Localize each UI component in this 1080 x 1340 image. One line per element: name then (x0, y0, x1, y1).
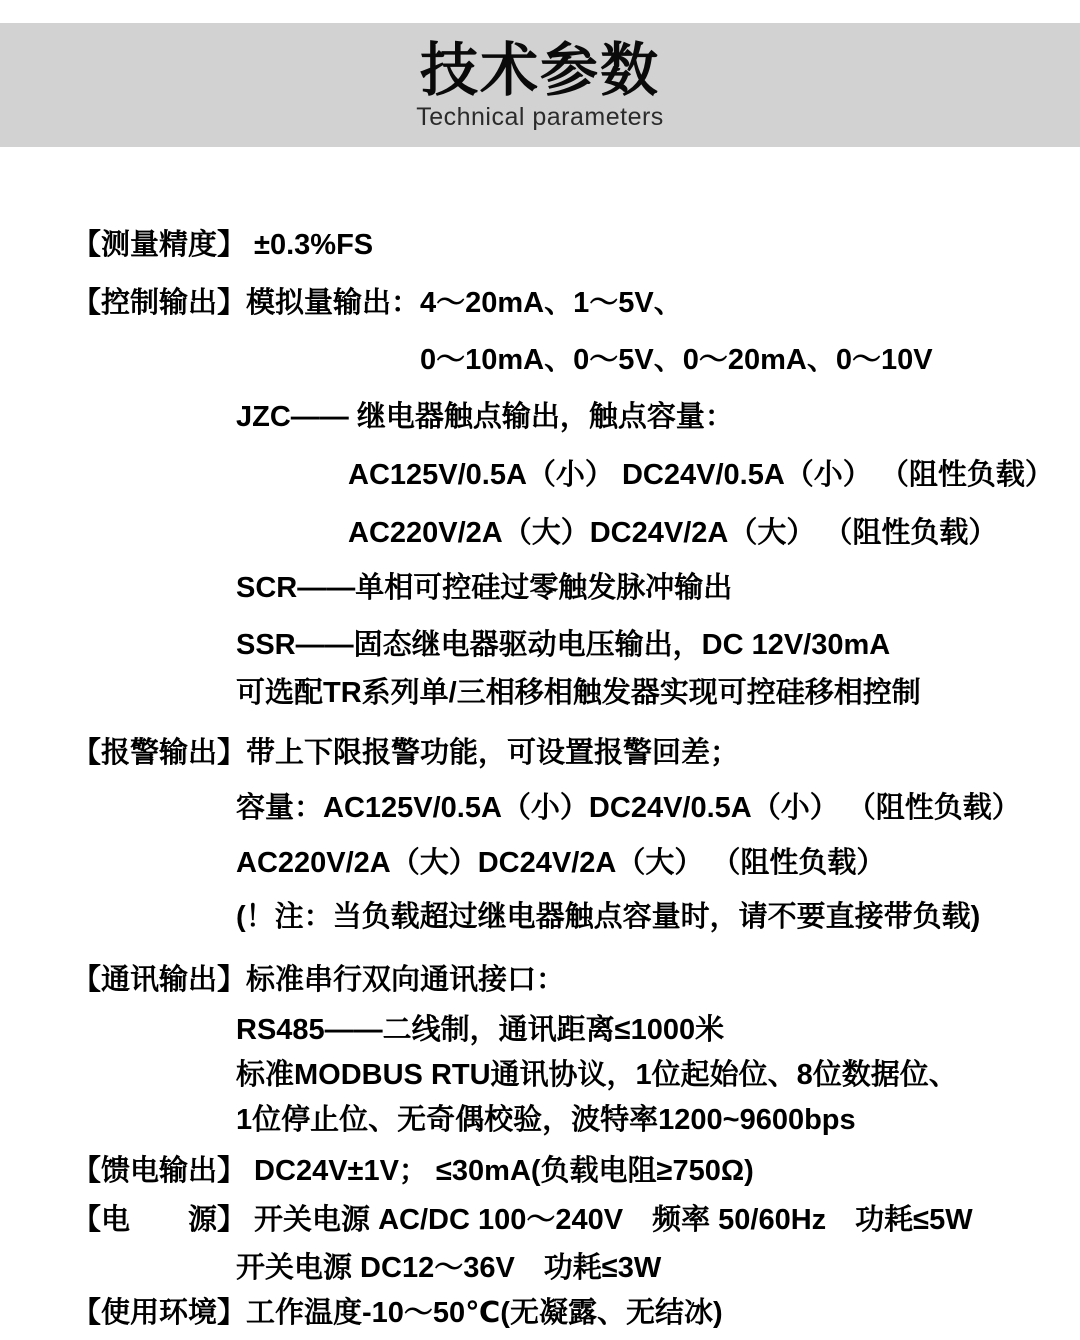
spec-line: 【使用环境】工作温度-10～50℃(无凝露、无结冰) (72, 1297, 723, 1329)
spec-line: 0～10mA、0～5V、0～20mA、0～10V (420, 344, 933, 376)
spec-line: 【报警输出】带上下限报警功能，可设置报警回差； (72, 737, 740, 769)
spec-line: AC220V/2A（大）DC24V/2A（大） （阻性负载） (348, 517, 998, 549)
spec-line: 【电 源】 开关电源 AC/DC 100～240V 频率 50/60Hz 功耗≤5W (72, 1204, 973, 1236)
spec-line: 标准MODBUS RTU通讯协议，1位起始位、8位数据位、 (236, 1059, 958, 1091)
spec-line: 【馈电输出】 DC24V±1V； ≤30mA(负载电阻≥750Ω) (72, 1155, 754, 1187)
spec-line: RS485——二线制，通讯距离≤1000米 (236, 1014, 725, 1046)
spec-line: (！注：当负载超过继电器触点容量时，请不要直接带负载) (236, 901, 981, 933)
spec-line: JZC—— 继电器触点输出，触点容量： (236, 401, 734, 433)
spec-line: 【测量精度】 ±0.3%FS (72, 229, 374, 261)
spec-line: 1位停止位、无奇偶校验，波特率1200~9600bps (236, 1104, 856, 1136)
spec-line: 【控制输出】模拟量输出：4～20mA、1～5V、 (72, 287, 683, 319)
spec-line: 【通讯输出】标准串行双向通讯接口： (72, 964, 566, 996)
spec-line: AC125V/0.5A（小） DC24V/0.5A（小） （阻性负载） (348, 459, 1054, 491)
spec-line: 开关电源 DC12～36V 功耗≤3W (236, 1252, 662, 1284)
page-title: 技术参数 (419, 38, 660, 103)
spec-line: 可选配TR系列单/三相移相触发器实现可控硅移相控制 (236, 677, 921, 709)
spec-line: 容量：AC125V/0.5A（小）DC24V/0.5A（小） （阻性负载） (236, 792, 1021, 824)
spec-line: AC220V/2A（大）DC24V/2A（大） （阻性负载） (236, 847, 886, 879)
page-subtitle: Technical parameters (416, 103, 664, 131)
spec-line: SCR——单相可控硅过零触发脉冲输出 (236, 572, 733, 604)
spec-line: SSR——固态继电器驱动电压输出，DC 12V/30mA (236, 629, 891, 661)
